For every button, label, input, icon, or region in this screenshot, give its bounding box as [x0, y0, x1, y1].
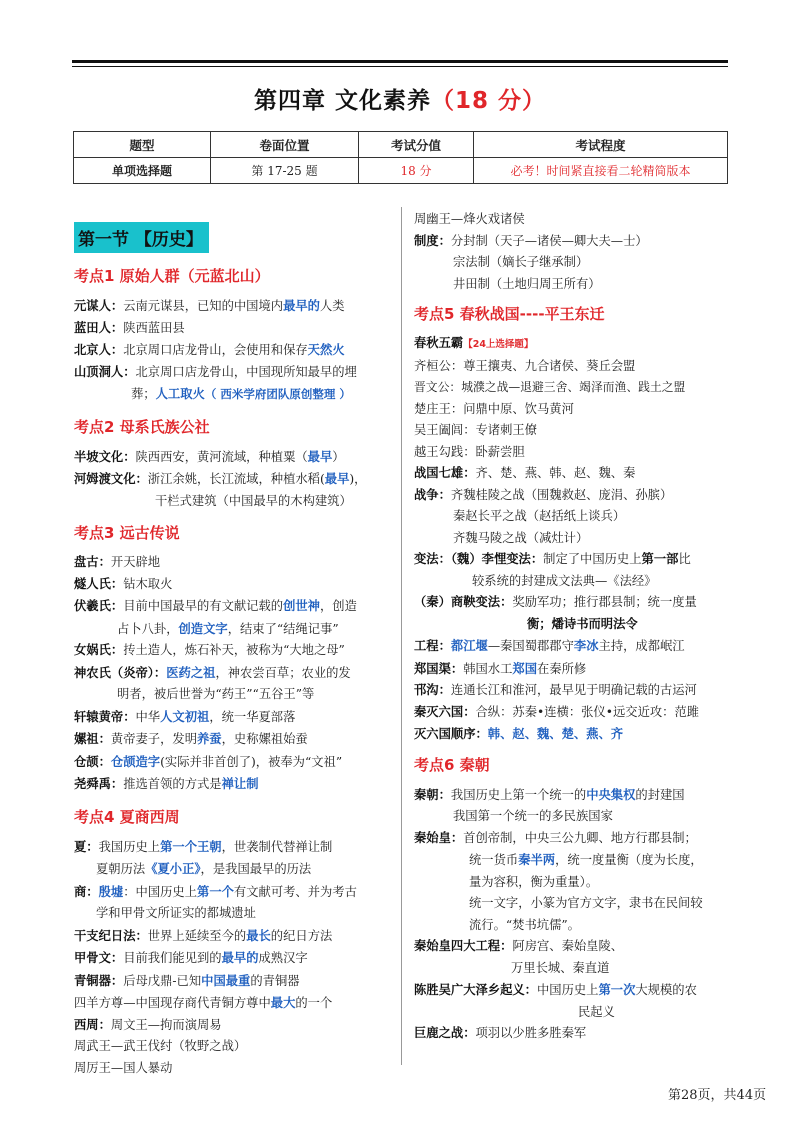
list-item: 灭六国顺序：韩、赵、魏、楚、燕、齐	[414, 726, 624, 741]
kaodian-3-title: 考点3 远古传说	[74, 524, 180, 542]
header-cell: 卷面位置	[211, 132, 359, 158]
list-item: 春秋五霸【24上选择题】	[414, 336, 534, 350]
cell-score: 18 分	[359, 158, 474, 184]
header-rule-thick	[72, 60, 728, 63]
page-number: 第28页，共44页	[668, 1088, 767, 1103]
header-cell: 考试程度	[474, 132, 728, 158]
cell-type: 单项选择题	[74, 158, 211, 184]
list-item: 较系统的封建成文法典—《法经》	[472, 573, 657, 588]
list-item: 周幽王—烽火戏诸侯	[414, 212, 525, 226]
table-header-row	[74, 132, 728, 158]
list-item: 万里长城、秦直道	[511, 960, 610, 975]
cell-position: 第 17-25 题	[211, 158, 359, 184]
list-item: 燧人氏：钻木取火	[74, 576, 173, 591]
list-item: 齐魏马陵之战（减灶计）	[453, 530, 589, 545]
list-item: 巨鹿之战：项羽以少胜多胜秦军	[414, 1026, 587, 1040]
list-item: 越王勾践：卧薪尝胆	[414, 444, 525, 459]
list-item: 商：殷墟：中国历史上第一个有文献可考、并为考古	[74, 883, 357, 899]
list-item: 民起义	[578, 1004, 615, 1019]
list-item: 宗法制（嫡长子继承制）	[453, 255, 589, 269]
list-item: 盘古：开天辟地	[74, 555, 161, 569]
list-item: 干栏式建筑（中国最早的木构建筑）	[155, 493, 352, 508]
table-row	[74, 158, 728, 184]
list-item: 青铜器：后母戊鼎-已知中国最重的青铜器	[74, 972, 300, 988]
list-item: 统一货币秦半两，统一度量衡（度为长度，	[469, 852, 703, 867]
page-title	[0, 82, 800, 115]
list-item: 蓝田人：陕西蓝田县	[74, 320, 185, 335]
list-item: 邗沟：连通长江和淮河，最早见于明确记载的古运河	[414, 683, 697, 697]
right-column	[414, 209, 734, 1045]
list-item: 夏：我国历史上第一个王朝，世袭制代替禅让制	[74, 838, 333, 854]
list-item: 秦赵长平之战（赵括纸上谈兵）	[453, 509, 626, 523]
list-item: 吴王阖闾：专诸刺王僚	[414, 423, 537, 437]
list-item: 尧舜禹：推选首领的方式是禅让制	[74, 776, 259, 791]
list-item: 干支纪日法：世界上延续至今的最长的纪日方法	[74, 927, 333, 943]
exam-info-table	[73, 131, 728, 184]
list-item: 晋文公：城濮之战—退避三舍、竭泽而渔、践土之盟	[414, 380, 686, 394]
kaodian-5-title: 考点5 春秋战国----平王东迁	[414, 305, 605, 323]
kaodian-6-title: 考点6 秦朝	[414, 755, 490, 774]
list-item: 女娲氏：抟土造人，炼石补天，被称为“大地之母”	[74, 643, 345, 657]
list-item: 工程：都江堰—秦国蜀郡郡守李冰主持，成都岷江	[414, 638, 685, 653]
kaodian-4-title: 考点4 夏商西周	[74, 807, 180, 826]
header-cell: 题型	[74, 132, 211, 158]
header-cell: 考试分值	[359, 132, 474, 158]
list-item: 井田制（土地归周王所有）	[453, 276, 601, 291]
list-item: 战国七雄：齐、楚、燕、韩、赵、魏、秦	[414, 466, 636, 480]
list-item: 流行。“焚书坑儒”。	[469, 917, 580, 932]
kaodian-2-title: 考点2 母系氏族公社	[74, 417, 210, 436]
list-item: 我国第一个统一的多民族国家	[453, 809, 613, 823]
list-item: 秦始皇：首创帝制，中央三公九卿、地方行郡县制；	[414, 830, 697, 845]
list-item: 秦灭六国：合纵：苏秦•连横：张仪•远交近攻：范雎	[414, 704, 700, 719]
list-item: 统一文字，小篆为官方文字，隶书在民间较	[469, 896, 703, 910]
list-item: 四羊方尊—中国现存商代青铜方尊中最大的一个	[74, 995, 333, 1010]
list-item: 变法：（魏）李悝变法：制定了中国历史上第一部比	[414, 552, 691, 566]
list-item: 占卜八卦，创造文字，结束了“结绳记事”	[117, 620, 339, 636]
list-item: 伏羲氏：目前中国最早的有文献记载的创世神，创造	[74, 598, 357, 613]
list-item: 夏朝历法《夏小正》，是我国最早的历法	[96, 861, 312, 876]
list-item: 学和甲骨文所证实的都城遗址	[96, 906, 256, 920]
list-item: 郑国渠：韩国水工郑国在秦所修	[414, 660, 587, 676]
list-item: 秦始皇四大工程：阿房宫、秦始皇陵、	[414, 939, 624, 953]
kaodian-1-title: 考点1 原始人群（元蓝北山）	[74, 267, 270, 285]
list-item: 北京人：北京周口店龙骨山，会使用和保存天然火	[74, 342, 345, 357]
list-item: 山顶洞人：北京周口店龙骨山，中国现所知最早的埋	[74, 364, 357, 379]
list-item: 战争：齐魏桂陵之战（围魏救赵、庞涓、孙膑）	[414, 487, 673, 502]
list-item: 量为容积，衡为重量）。	[469, 874, 599, 889]
header-rule-thin	[72, 66, 728, 67]
list-item: 齐桓公：尊王攘夷、九合诸侯、葵丘会盟	[414, 358, 636, 373]
list-item: 葬；人工取火（ 西米学府团队原创整理 ）	[131, 386, 351, 401]
list-item: 秦朝：我国历史上第一个统一的中央集权的封建国	[414, 786, 685, 802]
list-item: 嫘祖：黄帝妻子，发明养蚕，史称嫘祖始蚕	[74, 731, 308, 746]
column-divider	[401, 207, 402, 1065]
title-main: 第四章 文化素养	[253, 88, 431, 114]
list-item: 楚庄王：问鼎中原、饮马黄河	[414, 401, 574, 416]
list-item: 周武王—武王伐纣（牧野之战）	[74, 1039, 247, 1053]
list-item: 周厉王—国人暴动	[74, 1060, 173, 1075]
list-item: 半坡文化：陕西西安，黄河流域，种植粟（最早）	[74, 448, 345, 464]
cell-level: 必考！时间紧直接看二轮精简版本	[474, 158, 728, 184]
list-item: 制度：分封制（天子—诸侯—卿大夫—士）	[414, 233, 648, 248]
list-item: （秦）商鞅变法：奖励军功；推行郡县制；统一度量	[414, 595, 697, 609]
list-item: 明者，被后世誉为“药王”“五谷王”等	[117, 687, 315, 701]
section-heading: 第一节 【历史】	[74, 222, 209, 253]
list-item: 西周：周文王—拘而演周易	[74, 1017, 222, 1032]
list-item: 轩辕黄帝：中华人文初祖，统一华夏部落	[74, 708, 296, 724]
list-item: 神农氏（炎帝）：医药之祖，神农尝百草；农业的发	[74, 664, 351, 680]
list-item: 衡；燔诗书而明法令	[527, 616, 638, 631]
list-item: 陈胜吴广大泽乡起义：中国历史上第一次大规模的农	[414, 982, 697, 997]
left-column	[74, 205, 396, 1079]
title-score: （18 分）	[431, 88, 547, 114]
list-item: 河姆渡文化：浙江余姚，长江流域，种植水稻(最早)，	[74, 471, 367, 486]
list-item: 元谋人：云南元谋县，已知的中国境内最早的人类	[74, 298, 345, 313]
list-item: 甲骨文：目前我们能见到的最早的成熟汉字	[74, 950, 308, 965]
list-item: 仓颉：仓颉造字(实际并非首创了)，被奉为“文祖”	[74, 753, 343, 769]
